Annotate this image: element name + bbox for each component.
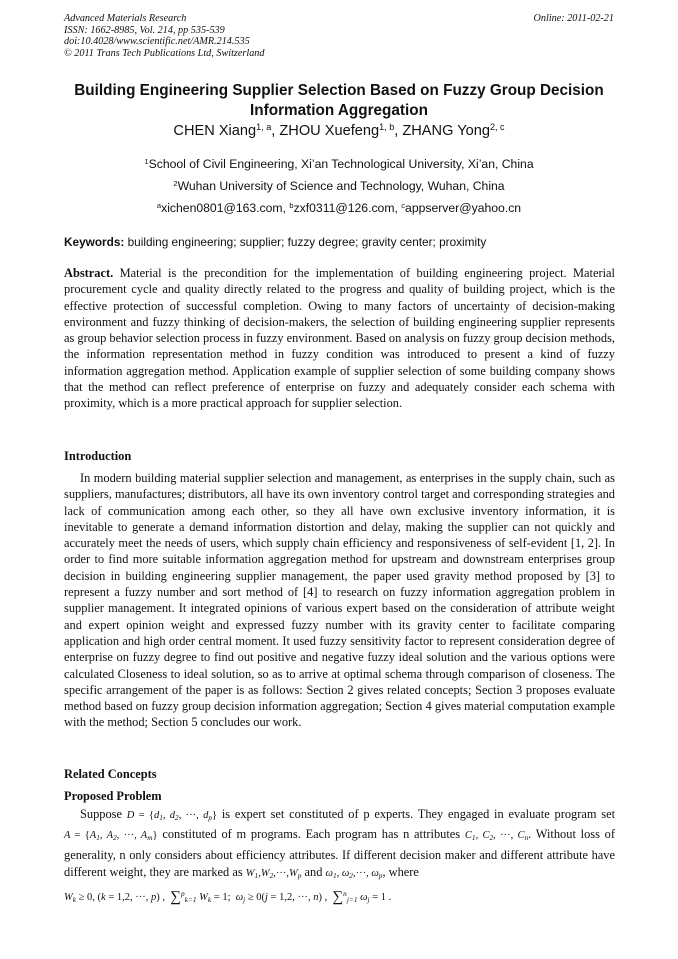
text-run: is expert set constituted of p experts. They engaged in evaluate program set [221,807,616,821]
author-name: CHEN Xiang [173,123,257,139]
text-run: constituted of m programs. Each program has n attributes [162,827,461,842]
abstract-text: Material is the precondition for the implementation of building engineering project. Material procurement cycle and quality directly related to the progress and quality of building project, which is the effective protection of successful completion. Owing to many factors of uncertainty of decision-making environment and fuzzy thinking of decision-makers, the selection of building engineering supplier represents as group behavior selection process in fuzzy environment. Based on analysis on fuzzy group decision methods, the information representation method in fuzzy condition was introduced to present a kind of fuzzy information aggregation method. Application example of supplier selection of some building company shows that the method can reflect preference of enterprise on fuzzy and adequately consider each schema with proximity, which is a more practical approach for supplier selection. [64,266,615,411]
author-affiliation-mark: 1, a [256,122,272,133]
section-heading-introduction: Introduction [64,449,132,463]
text-run: . Without loss of generality, n only considers about efficiency attributes. If different decision maker and different attribute have different weight, they are marked as [64,827,615,880]
email-address: xichen0801@163.com [161,201,283,215]
affiliation-text: School of Civil Engineering, Xi’an Technological University, Xi’an, China [148,157,534,171]
copyright-line: © 2011 Trans Tech Publications Ltd, Switzerland [64,47,265,59]
affiliation [44,157,634,171]
author-name: ZHOU Xuefeng [279,123,380,139]
affiliation-number: 2 [173,178,178,188]
text-run: and [304,865,323,880]
online-date: Online: 2011-02-21 [533,13,614,24]
equation-weight-conditions: $W_k \ge 0$, (k = 1,2, ···, p) , ∑$^p_{k=1}$ $W_k = 1$; $\omega_j \ge 0(j = 1,2$, ···, n) , ∑$^n_{j=1}$ $\omega_j = 1$ . [64,888,392,905]
proposed-problem-paragraph [64,806,615,908]
email-address: appserver@yahoo.cn [405,201,522,215]
doi-line: doi:10.4028/www.scientific.net/AMR.214.535 [64,36,250,48]
text-run: Suppose [80,807,122,821]
equation-attributes: $C_1$, $C_2$, ···, $C_n$ [464,830,529,843]
abstract-label: Abstract. [64,266,114,280]
affiliation-number: 1 [144,156,149,166]
author-affiliation-mark: 2, c [489,122,505,133]
email-mark: b [289,200,294,210]
subsection-heading-proposed-problem: Proposed Problem [64,789,162,803]
email-line: $^a$xichen0801@163.com, $^b$zxf0311@126.com, $^c$appserver@yahoo.cn [156,200,522,215]
keywords-text: building engineering; supplier; fuzzy degree; gravity center; proximity [127,235,487,249]
author-name: ZHANG Yong [402,123,490,139]
keywords [64,235,486,249]
author-affiliation-mark: 1, b [379,122,395,133]
equation-expert-set: $D = \{d_1$, $d_2$, ···, $d_p$} [126,810,218,822]
email-address: zxf0311@126.com [293,201,395,215]
email-mark: c [401,200,406,210]
paper-title: Building Engineering Supplier Selection Based on Fuzzy Group Decision Information Aggregation [74,82,604,119]
journal-name: Advanced Materials Research [64,13,187,24]
author-list: CHEN Xiang$^{1, a}$, ZHOU Xuefeng$^{1, b}$, ZHANG Yong$^{2, c}$ [173,122,505,139]
keywords-label: Keywords: [64,235,125,249]
affiliation [44,179,634,193]
introduction-paragraph: In modern building material supplier selection and management, as enterprises in the supply chain, such as suppliers, manufactures; distributors, all have its own inventory control target and corresponding strategies and lack of communication among each other, so they all have own exclusive inventory information, it is inevitable to generate a demand information distortion and delay, making the supplier can not quickly and accurately meet the needs of users, which supply chain efficiency and responsiveness of self-evident [1, 2]. In order to find more suitable information aggregation method for upstream and downstream enterprises group decision in building engineering supplier management, the paper used gravity method proposed by [3] to represent a fuzzy number and sort method of [4] to research on fuzzy information aggregation problem in supplier management. It integrated opinions of various expert based on the consideration of attribute weight and expert opinion weight and expressed fuzzy number with its gravity center to facilitate comparing application and high order central moment. It used fuzzy sensitivity factor to represent consideration degree of enterprise on fuzzy degree to find out positive and negative fuzzy ideal solution and the various options were calculated Closeness to ideal solution, so as to arrive at optimal schema through comparison of closeness. The specific arrangement of the paper is as follows: Section 2 gives related concepts; Section 3 proposes evaluate method based on fuzzy group decision information aggregation; Section 4 gives material computation example with the method; Section 5 concludes our work. [64,471,615,730]
affiliation-text: Wuhan University of Science and Technology, Wuhan, China [177,179,505,193]
equation-program-set: $A = \{A_1$, $A_2$, ···, $A_m$} [64,830,158,843]
journal-header [64,13,264,59]
section-heading-related-concepts: Related Concepts [64,767,157,781]
equation-attribute-weights: $\omega_1$, $\omega_2,\cdot\cdot\cdot$, $\omega_p$ [325,868,383,881]
email-mark: a [156,200,162,210]
equation-expert-weights: $W_1,W_2,\cdot\cdot\cdot,W_p$ [245,868,302,881]
text-run: , where [382,865,419,880]
abstract [64,265,615,412]
issn-line: ISSN: 1662-8985, Vol. 214, pp 535-539 [64,24,225,36]
